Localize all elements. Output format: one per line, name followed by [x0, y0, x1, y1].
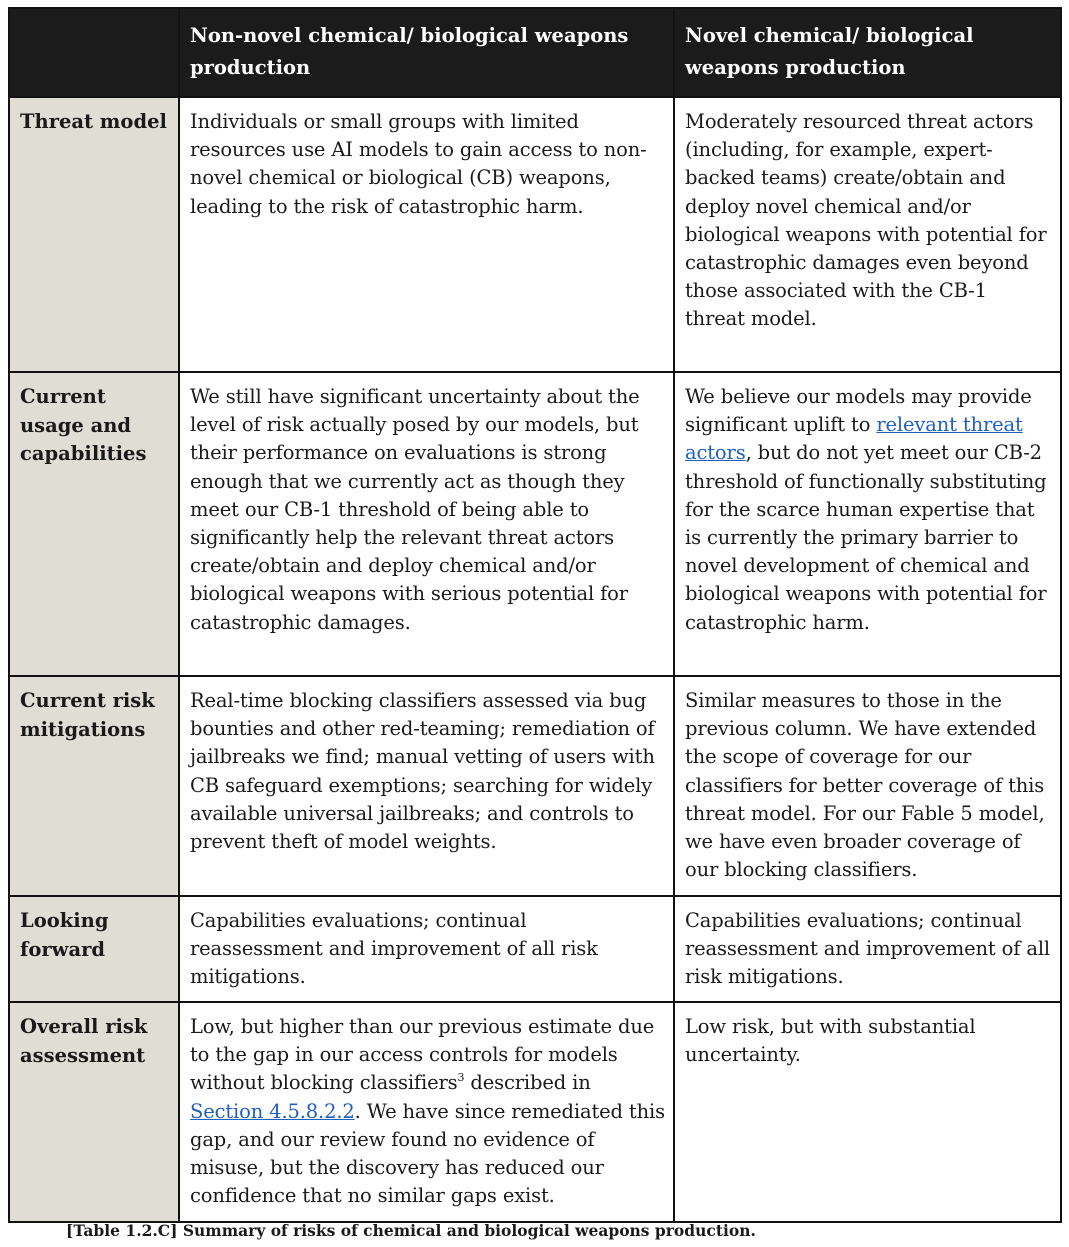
row-label-overall-risk: Overall risk assessment	[9, 1002, 179, 1222]
cell-overall-non-novel	[179, 1002, 674, 1222]
cell-threat-model-non-novel: Individuals or small groups with limited resources use AI models to gain access to non-novel chemical or biological (CB) weapons, leading to the risk of catastrophic harm.	[179, 97, 674, 372]
header-non-novel: Non-novel chemical/ biological weapons production	[179, 8, 674, 97]
cell-usage-non-novel: We still have significant uncertainty about the level of risk actually posed by our models, but their performance on evaluations is strong enough that we currently act as though they meet our CB-1 threshold of being able to significantly help the relevant threat actors create/obtain and deploy chemical and/or biological weapons with serious potential for catastrophic damages.	[179, 372, 674, 676]
table-row	[9, 896, 1061, 1002]
table-caption: [Table 1.2.C] Summary of risks of chemical and biological weapons production.	[66, 1221, 756, 1240]
usage-novel-text-end: , but do not yet meet our CB-2 threshold of functionally substituting for the scarce human expertise that is currently the primary barrier to novel development of chemical and biological weapons with potential for catastrophic harm.	[685, 441, 1047, 634]
risk-summary-table	[8, 7, 1062, 1223]
section-reference-link[interactable]: Section 4.5.8.2.2	[190, 1099, 355, 1123]
cell-threat-model-novel: Moderately resourced threat actors (including, for example, expert-backed teams) create/obtain and deploy novel chemical and/or biological weapons with potential for catastrophic damages even beyond those associated with the CB-1 threat model.	[674, 97, 1061, 372]
row-label-looking-forward: Looking forward	[9, 896, 179, 1002]
usage-novel-text-start: We believe our models may provide significant uplift to	[685, 385, 1032, 437]
table-row	[9, 97, 1061, 372]
row-label-current-mitigations: Current risk mitigations	[9, 676, 179, 896]
table-row	[9, 372, 1061, 676]
cell-usage-novel	[674, 372, 1061, 676]
row-label-threat-model: Threat model	[9, 97, 179, 372]
cell-overall-novel: Low risk, but with substantial uncertainty.	[674, 1002, 1061, 1222]
cell-mitigations-non-novel: Real-time blocking classifiers assessed via bug bounties and other red-teaming; remediation of jailbreaks we find; manual vetting of users with CB safeguard exemptions; searching for widely available universal jailbreaks; and controls to prevent theft of model weights.	[179, 676, 674, 896]
table-row	[9, 1002, 1061, 1222]
table-header-row	[9, 8, 1061, 97]
header-novel: Novel chemical/ biological weapons production	[674, 8, 1061, 97]
row-label-current-usage: Current usage and capabilities	[9, 372, 179, 676]
cell-mitigations-novel: Similar measures to those in the previous column. We have extended the scope of coverage for our classifiers for better coverage of this threat model. For our Fable 5 model, we have even broader coverage of our blocking classifiers.	[674, 676, 1061, 896]
overall-text-mid: described in	[464, 1071, 591, 1095]
cell-forward-novel: Capabilities evaluations; continual reassessment and improvement of all risk mitigations.	[674, 896, 1061, 1002]
header-corner-cell	[9, 8, 179, 97]
footnote-marker[interactable]: 3	[457, 1071, 465, 1085]
table-row	[9, 676, 1061, 896]
relevant-threat-actors-link[interactable]: relevant threat actors	[685, 413, 1023, 465]
overall-text-end: . We have since remediated this gap, and our review found no evidence of misuse, but the discovery has reduced our confidence that no similar gaps exist.	[190, 1099, 665, 1208]
cell-forward-non-novel: Capabilities evaluations; continual reassessment and improvement of all risk mitigations.	[179, 896, 674, 1002]
overall-text-start: Low, but higher than our previous estimate due to the gap in our access controls for models without blocking classifiers	[190, 1015, 655, 1095]
